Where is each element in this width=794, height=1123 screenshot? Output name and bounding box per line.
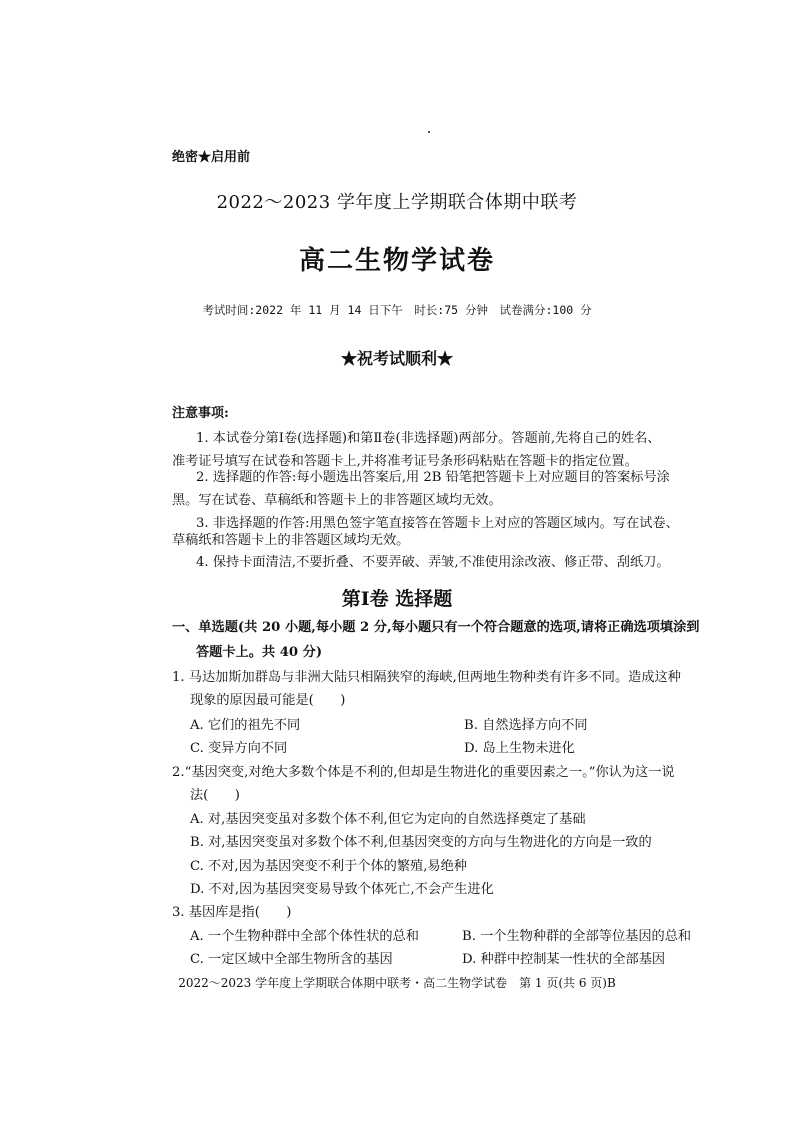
notes-line: 2. 选择题的作答:每小题选出答案后,用 2B 铅笔把答题卡上对应题目的答案标号涂 <box>196 470 670 485</box>
question-3-option-d: D. 种群中控制某一性状的全部基因 <box>462 952 666 967</box>
notes-line: 黑。写在试卷、草稿纸和答题卡上的非答题区域均无效。 <box>172 493 502 508</box>
question-1-option-a: A. 它们的祖先不同 <box>190 718 301 733</box>
notes-line: 准考证号填写在试卷和答题卡上,并将准考证号条形码粘贴在答题卡的指定位置。 <box>172 454 638 469</box>
question-1-stem: 1. 马达加斯加群岛与非洲大陆只相隔狭窄的海峡,但两地生物种类有许多不同。造成这种 <box>172 670 681 685</box>
question-2-option-d: D. 不对,因为基因突变易导致个体死亡,不会产生进化 <box>190 882 494 897</box>
question-3-option-c: C. 一定区域中全部生物所含的基因 <box>190 952 393 967</box>
question-2-stem: 法( ) <box>190 788 240 803</box>
question-1-option-c: C. 变异方向不同 <box>190 741 288 756</box>
question-1-stem: 现象的原因最可能是( ) <box>190 693 346 708</box>
question-2-option-a: A. 对,基因突变虽对多数个体不利,但它为定向的自然选择奠定了基础 <box>190 812 586 827</box>
scan-speck <box>428 131 430 133</box>
page-footer: 2022～2023 学年度上学期联合体期中联考・高二生物学试卷 第 1 页(共 6 页)B <box>178 976 616 990</box>
question-2-option-b: B. 对,基因突变虽对多数个体不利,但基因突变的方向与生物进化的方向是一致的 <box>190 835 652 850</box>
question-2-stem: 2.“基因突变,对绝大多数个体是不利的,但却是生物进化的重要因素之一。”你认为这一说 <box>172 765 675 780</box>
question-3-option-b: B. 一个生物种群的全部等位基因的总和 <box>462 929 692 944</box>
part-heading: 一、单选题(共 20 小题,每小题 2 分,每小题只有一个符合题意的选项,请将正确选项填涂到 <box>172 620 700 635</box>
notes-line: 草稿纸和答题卡上的非答题区域均无效。 <box>172 533 410 548</box>
question-3-stem: 3. 基因库是指( ) <box>172 905 292 920</box>
notes-title: 注意事项: <box>172 406 229 421</box>
notes-line: 1. 本试卷分第Ⅰ卷(选择题)和第Ⅱ卷(非选择题)两部分。答题前,先将自己的姓名、 <box>196 431 661 446</box>
question-1-option-d: D. 岛上生物未进化 <box>464 741 575 756</box>
blessing: ★祝考试顺利★ <box>340 349 453 368</box>
exam-title: 2022～2023 学年度上学期联合体期中联考 <box>216 192 578 213</box>
question-2-option-c: C. 不对,因为基因突变不利于个体的繁殖,易绝种 <box>190 859 467 874</box>
section-title: 第Ⅰ卷 选择题 <box>341 588 453 610</box>
paper-title: 高二生物学试卷 <box>298 246 495 276</box>
notes-line: 3. 非选择题的作答:用黑色签字笔直接答在答题卡上对应的答题区域内。写在试卷、 <box>196 516 679 531</box>
confidential-label: 绝密★启用前 <box>172 150 251 165</box>
notes-line: 4. 保持卡面清洁,不要折叠、不要弄破、弄皱,不准使用涂改液、修正带、刮纸刀。 <box>196 555 670 570</box>
question-1-option-b: B. 自然选择方向不同 <box>464 718 588 733</box>
question-3-option-a: A. 一个生物种群中全部个体性状的总和 <box>190 929 419 944</box>
exam-info: 考试时间:2022 年 11 月 14 日下午 时长:75 分钟 试卷满分:100 分 <box>202 303 592 317</box>
part-heading: 答题卡上。共 40 分) <box>196 645 323 660</box>
